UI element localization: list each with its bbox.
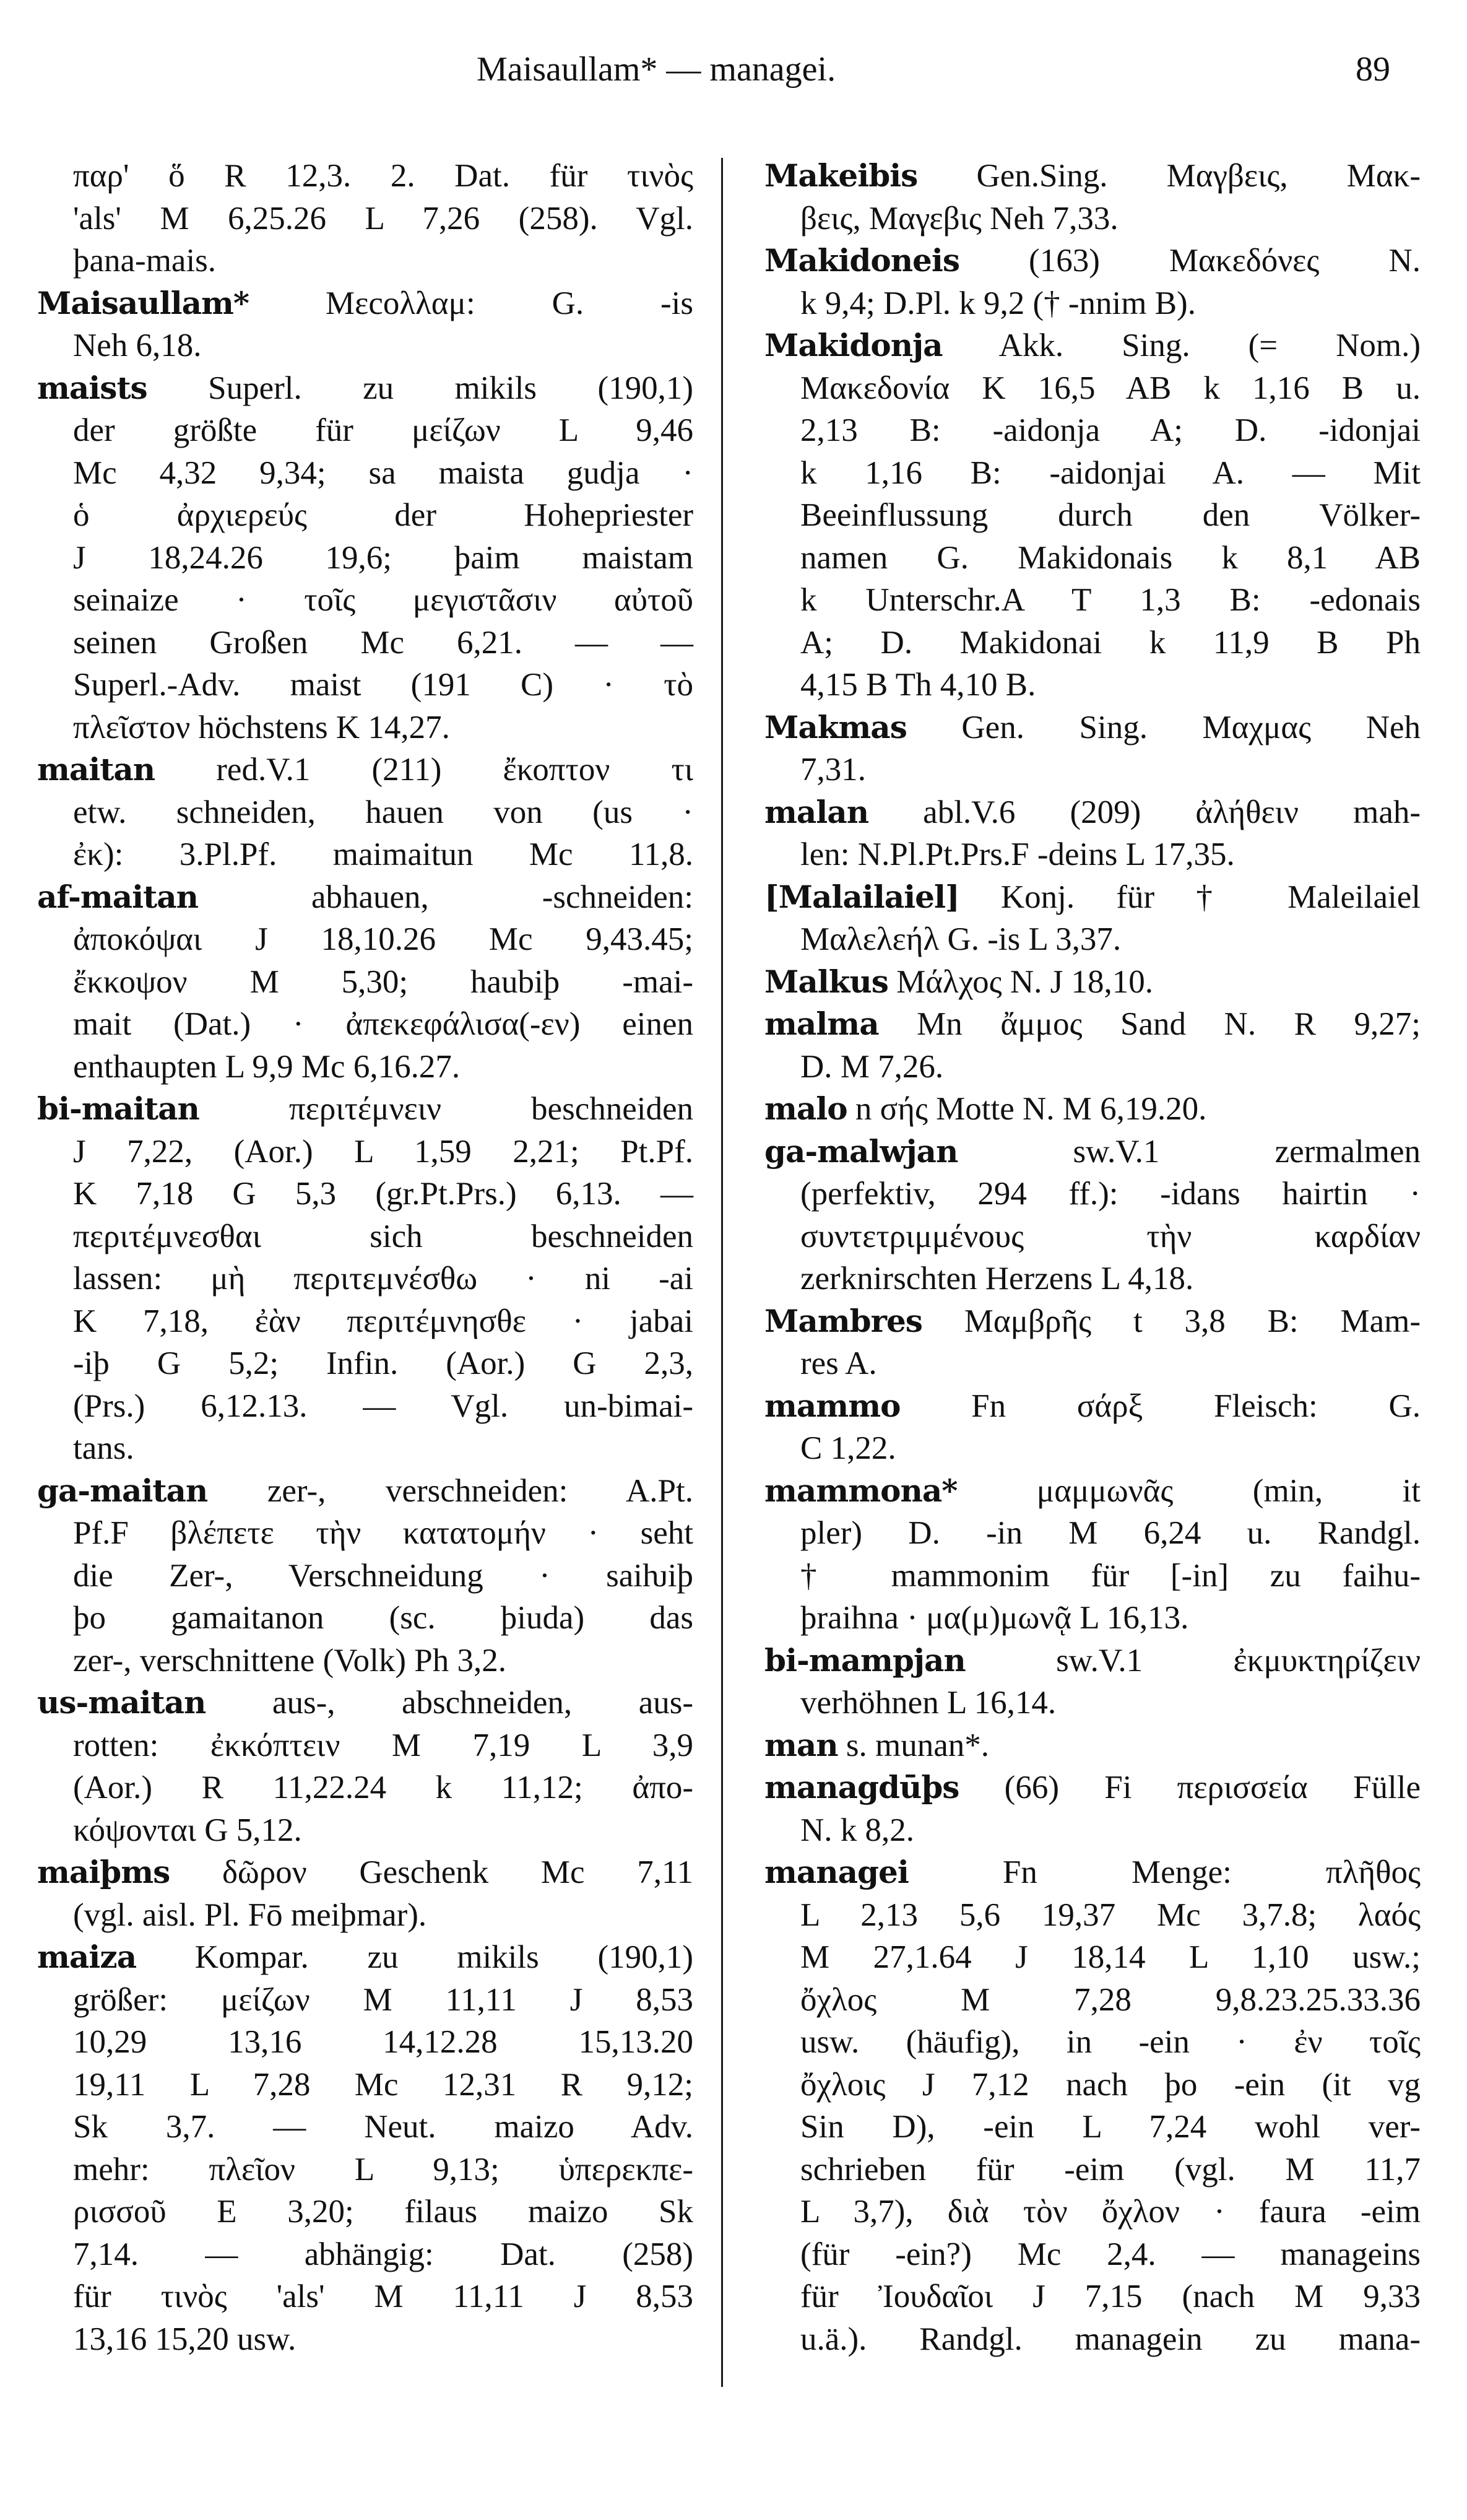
headword: [Malailaiel]	[764, 878, 959, 915]
entry-line	[764, 1512, 1421, 1555]
entry-line	[764, 918, 1421, 961]
entry-headword-line	[764, 1851, 1421, 1894]
headword: managdūþs	[764, 1769, 959, 1805]
entry-line	[764, 1936, 1421, 1979]
entry-text: L 3,7), διὰ τὸν ὄχλον · faura -eim	[800, 2194, 1421, 2230]
entry-line	[37, 664, 693, 706]
headword: Maisaullam*	[37, 284, 249, 321]
headword: Makidonja	[764, 327, 943, 363]
entry-text: Gen.Sing. Μαγβεις, Μακ-	[917, 158, 1421, 194]
entry-line	[764, 1894, 1421, 1937]
entry-text: Μαλελεήλ G. -is L 3,37.	[800, 921, 1122, 957]
entry-line	[764, 198, 1421, 240]
entry-line	[37, 2021, 693, 2064]
entry-text: mait (Dat.) · ἀπεκεφάλισα(-εν) einen	[73, 1006, 693, 1042]
entry-text: k Unterschr.A T 1,3 B: -edonais	[800, 582, 1421, 618]
entry-text: K 7,18 G 5,3 (gr.Pt.Prs.) 6,13. —	[73, 1176, 693, 1212]
entry-text: seinen Großen Mc 6,21. — —	[73, 624, 693, 661]
entry-line	[764, 2275, 1421, 2318]
entry-line	[37, 2064, 693, 2106]
entry-text: -iþ G 5,2; Infin. (Aor.) G 2,3,	[73, 1345, 693, 1381]
entry-line	[37, 579, 693, 622]
entry-line	[37, 833, 693, 876]
entry-text: lassen: μὴ περιτεμνέσθω · ni -ai	[73, 1261, 693, 1297]
headword: man	[764, 1726, 838, 1763]
entry-line	[37, 1300, 693, 1343]
entry-headword-line	[764, 876, 1421, 919]
entry-text: die Zer-, Verschneidung · saiƕiþ	[73, 1557, 693, 1594]
entry-headword-line	[764, 1088, 1421, 1131]
entry-line	[764, 579, 1421, 622]
entry-headword-line	[764, 791, 1421, 834]
entry-line	[37, 324, 693, 367]
entry-line	[764, 409, 1421, 452]
entry-line	[37, 1131, 693, 1173]
entry-line	[764, 622, 1421, 664]
entry-line	[764, 1342, 1421, 1385]
entry-line	[764, 1979, 1421, 2022]
entry-headword-line	[37, 749, 693, 791]
entry-line	[764, 1597, 1421, 1640]
entry-line	[764, 2064, 1421, 2106]
entry-headword-line	[764, 1131, 1421, 1173]
headword: us-maitan	[37, 1684, 206, 1721]
entry-text: (66) Fi περισσεία Fülle	[959, 1770, 1421, 1805]
entry-headword-line	[37, 1470, 693, 1513]
entry-text: J 18,24.26 19,6; þaim maistam	[73, 539, 693, 576]
entry-line	[37, 1979, 693, 2022]
entry-text: s. munan*.	[837, 1727, 990, 1763]
column-divider	[721, 158, 723, 2387]
entry-line	[37, 706, 693, 749]
entry-headword-line	[764, 1300, 1421, 1343]
entry-text: 'als' M 6,25.26 L 7,26 (258). Vgl.	[73, 200, 693, 237]
entry-text: schrieben für -eim (vgl. M 11,7	[800, 2151, 1421, 2188]
entry-text: (vgl. aisl. Pl. Fō meiþmar).	[73, 1897, 427, 1933]
entry-text: πλεῖστον höchstens K 14,27.	[73, 709, 450, 745]
headword: ga-malwjan	[764, 1132, 958, 1170]
entry-text: 2,13 B: -aidonja A; D. -idonjai	[800, 412, 1421, 448]
entry-line	[764, 537, 1421, 580]
entry-text: u.ä.). Randgl. managein zu mana-	[800, 2321, 1421, 2357]
entry-text: ἔκκοψον M 5,30; haubiþ -mai-	[73, 963, 693, 1000]
entry-text: Kompar. zu mikils (190,1)	[136, 1939, 693, 1975]
headword: mammo	[764, 1387, 901, 1424]
entry-text: M 27,1.64 J 18,14 L 1,10 usw.;	[800, 1939, 1421, 1975]
entry-line	[37, 622, 693, 664]
entry-headword-line	[37, 1851, 693, 1894]
entry-line	[37, 2233, 693, 2276]
entry-headword-line	[764, 155, 1421, 198]
entry-text: Fn σάρξ Fleisch: G.	[900, 1388, 1421, 1424]
entry-text: sw.V.1 ἐκμυκτηρίζειν	[965, 1642, 1421, 1679]
headword: mammona*	[764, 1472, 958, 1509]
headword: maitan	[37, 751, 155, 788]
entry-line	[37, 1258, 693, 1300]
entry-text: (für -ein?) Mc 2,4. — manageins	[800, 2236, 1421, 2272]
headword: af-maitan	[37, 878, 199, 915]
entry-text: Konj. für † Maleilaiel	[959, 879, 1421, 915]
entry-text: red.V.1 (211) ἔκοπτον τι	[155, 752, 693, 788]
entry-text: zer-, verschneiden: A.Pt.	[207, 1472, 693, 1509]
entry-text: sw.V.1 zermalmen	[958, 1133, 1421, 1170]
entry-text: K 7,18, ἐὰν περιτέμνησθε · jabai	[73, 1303, 693, 1339]
entry-headword-line	[764, 1724, 1421, 1767]
entry-text: len: N.Pl.Pt.Prs.F -deins L 17,35.	[800, 836, 1235, 872]
entry-line	[764, 282, 1421, 325]
entry-text: für τινὸς 'als' M 11,11 J 8,53	[73, 2279, 693, 2314]
entry-text: rotten: ἐκκόπτειν M 7,19 L 3,9	[73, 1727, 693, 1763]
entry-line	[764, 1809, 1421, 1852]
entry-text: zer-, verschnittene (Volk) Ph 3,2.	[73, 1642, 507, 1679]
entry-text: (Prs.) 6,12.13. — Vgl. un-bimai-	[73, 1388, 693, 1424]
entry-line	[37, 1046, 693, 1088]
headword: bi-mampjan	[764, 1641, 966, 1679]
entry-line	[37, 409, 693, 452]
entry-line	[37, 2106, 693, 2149]
entry-text: 4,15 B Th 4,10 B.	[800, 667, 1036, 703]
entry-line	[37, 1640, 693, 1682]
entry-text: † mammonim für [-in] zu faihu-	[800, 1557, 1421, 1594]
headword: Makmas	[764, 708, 907, 745]
entry-text: ρισσοῦ E 3,20; filaus maizo Sk	[73, 2194, 693, 2230]
entry-line	[764, 1173, 1421, 1215]
entry-line	[37, 2191, 693, 2233]
entry-line	[37, 1173, 693, 1215]
entry-text: Pf.F βλέπετε τὴν κατατομήν · seht	[73, 1515, 693, 1551]
entry-headword-line	[764, 324, 1421, 367]
entry-headword-line	[37, 1088, 693, 1131]
entry-line	[764, 2021, 1421, 2064]
entry-text: k 1,16 B: -aidonjai A. — Mit	[800, 454, 1421, 491]
entry-headword-line	[37, 367, 693, 410]
entry-text: ἀποκόψαι J 18,10.26 Mc 9,43.45;	[73, 921, 693, 957]
entry-line	[37, 2275, 693, 2318]
entry-text: Mn ἄμμος Sand N. R 9,27;	[878, 1006, 1421, 1042]
headword: maiþms	[37, 1854, 170, 1890]
entry-line	[764, 749, 1421, 791]
entry-text: Sin D), -ein L 7,24 wohl ver-	[800, 2109, 1421, 2145]
entry-text: C 1,22.	[800, 1430, 896, 1466]
entry-text: (163) Μακεδόνες N.	[959, 243, 1421, 279]
entry-line	[37, 1512, 693, 1555]
entry-text: seinaize · τοῖς μεγιστᾶσιν αὐτοῦ	[73, 582, 693, 618]
running-header	[0, 50, 1467, 105]
entry-text: Μακεδονία K 16,5 AB k 1,16 B u.	[800, 370, 1421, 406]
entry-headword-line	[37, 876, 693, 919]
headword: maists	[37, 369, 147, 406]
entry-text: mehr: πλεῖον L 9,13; ὑπερεκπε-	[73, 2151, 693, 2188]
entry-text: k 9,4; D.Pl. k 9,2 († -nnim B).	[800, 285, 1196, 321]
entry-text: größer: μείζων M 11,11 J 8,53	[73, 1981, 693, 2018]
headword: managei	[764, 1854, 909, 1890]
entry-text: μαμμωνᾶς (min, it	[957, 1472, 1421, 1509]
entry-headword-line	[764, 1003, 1421, 1046]
entry-line	[764, 452, 1421, 495]
entry-line	[37, 1766, 693, 1809]
entry-text: ὄχλος M 7,28 9,8.23.25.33.36	[800, 1981, 1421, 2018]
entry-text: usw. (häufig), in -ein · ἐν τοῖς	[800, 2024, 1421, 2060]
entry-text: 13,16 15,20 usw.	[73, 2321, 296, 2357]
entry-line	[37, 1003, 693, 1046]
entry-text: (perfektiv, 294 ff.): -idans hairtin ·	[800, 1176, 1421, 1212]
entry-text: abl.V.6 (209) ἀλήθειν mah-	[868, 794, 1421, 830]
entry-text: Gen. Sing. Μαχμας Neh	[906, 709, 1421, 745]
entry-text: verhöhnen L 16,14.	[800, 1685, 1057, 1721]
entry-text: Superl.-Adv. maist (191 C) · τὸ	[73, 667, 693, 703]
entry-headword-line	[37, 1682, 693, 1724]
entry-line	[764, 1046, 1421, 1088]
entry-line	[764, 2149, 1421, 2191]
headword: malan	[764, 793, 869, 830]
entry-line	[764, 833, 1421, 876]
entry-line	[37, 1555, 693, 1597]
entry-line	[37, 155, 693, 198]
entry-text: περιτέμνειν beschneiden	[199, 1091, 693, 1127]
entry-line	[37, 961, 693, 1004]
entry-text: J 7,22, (Aor.) L 1,59 2,21; Pt.Pf.	[73, 1133, 693, 1170]
entry-line	[37, 2318, 693, 2361]
entry-text: res A.	[800, 1345, 877, 1381]
entry-text: Superl. zu mikils (190,1)	[147, 370, 693, 406]
entry-line	[37, 537, 693, 580]
entry-line	[37, 1427, 693, 1470]
entry-text: περιτέμνεσθαι sich beschneiden	[73, 1218, 693, 1254]
entry-text: 10,29 13,16 14,12.28 15,13.20	[73, 2024, 693, 2060]
headword: Makidoneis	[764, 242, 959, 279]
entry-headword-line	[37, 282, 693, 325]
entry-line	[37, 198, 693, 240]
entry-text: N. k 8,2.	[800, 1812, 915, 1848]
entry-text: L 2,13 5,6 19,37 Mc 3,7.8; λαός	[800, 1897, 1421, 1933]
entry-text: þo gamaitanon (sc. þiuda) das	[73, 1600, 693, 1636]
entry-text: n σής Motte N. M 6,19.20.	[847, 1091, 1207, 1127]
headword: Malkus	[764, 963, 888, 1000]
entry-text: Neh 6,18.	[73, 328, 202, 363]
entry-line	[764, 1258, 1421, 1300]
entry-text: tans.	[73, 1430, 134, 1466]
entry-line	[764, 1427, 1421, 1470]
entry-headword-line	[764, 961, 1421, 1004]
entry-text: ἐκ): 3.Pl.Pf. maimaitun Mc 11,8.	[73, 836, 693, 872]
headword: Makeibis	[764, 157, 918, 194]
entry-text: namen G. Makidonais k 8,1 AB	[800, 539, 1421, 576]
entry-line	[764, 664, 1421, 706]
entry-text: pler) D. -in M 6,24 u. Randgl.	[800, 1515, 1421, 1551]
entry-text: Μεcολλαμ: G. -is	[249, 285, 693, 321]
entry-line	[37, 452, 693, 495]
entry-text: βεις, Μαγεβις Neh 7,33.	[800, 200, 1119, 237]
entry-line	[37, 1597, 693, 1640]
entry-text: D. M 7,26.	[800, 1048, 944, 1085]
entry-line	[37, 1385, 693, 1428]
entry-line	[764, 2106, 1421, 2149]
entry-line	[764, 494, 1421, 537]
headword: maiza	[37, 1939, 137, 1975]
entry-text: ὄχλοις J 7,12 nach þo -ein (it vg	[800, 2066, 1421, 2103]
entry-line	[37, 918, 693, 961]
entry-text: abhauen, -schneiden:	[198, 879, 693, 915]
entry-text: Beeinflussung durch den Völker-	[800, 497, 1421, 533]
entry-line	[37, 1809, 693, 1852]
entry-text: etw. schneiden, hauen von (us ·	[73, 794, 693, 830]
entry-text: zerknirschten Herzens L 4,18.	[800, 1261, 1194, 1297]
entry-text: enthaupten L 9,9 Mc 6,16.27.	[73, 1048, 461, 1085]
headword: Mambres	[764, 1302, 922, 1339]
entry-line	[764, 1682, 1421, 1724]
entry-text: der größte für μείζων L 9,46	[73, 412, 693, 448]
entry-line	[764, 2318, 1421, 2361]
entry-headword-line	[37, 1936, 693, 1979]
entry-line	[37, 2149, 693, 2191]
entry-text: A; D. Makidonai k 11,9 B Ph	[800, 624, 1421, 661]
headword: malma	[764, 1006, 879, 1042]
entry-line	[37, 494, 693, 537]
headword: malo	[764, 1090, 847, 1127]
entry-line	[764, 2233, 1421, 2276]
entry-line	[37, 1342, 693, 1385]
entry-headword-line	[764, 1640, 1421, 1682]
running-title: Maisaullam* — managei.	[477, 50, 836, 89]
entry-headword-line	[764, 706, 1421, 749]
entry-line	[37, 1724, 693, 1767]
entry-text: Sk 3,7. — Neut. maizo Adv.	[73, 2109, 693, 2145]
entry-line	[764, 1555, 1421, 1597]
entry-headword-line	[764, 1470, 1421, 1513]
entry-headword-line	[764, 1385, 1421, 1428]
entry-line	[37, 240, 693, 282]
entry-headword-line	[764, 240, 1421, 282]
entry-text: κόψονται G 5,12.	[73, 1812, 302, 1848]
entry-text: 7,31.	[800, 752, 866, 788]
entry-text: þraihna · μα(μ)μωνᾷ L 16,13.	[800, 1600, 1189, 1636]
entry-text: Fn Menge: πλῆθος	[908, 1854, 1421, 1890]
entry-text: Akk. Sing. (= Nom.)	[942, 328, 1421, 363]
entry-text: ὁ ἀρχιερεύς der Hohepriester	[73, 497, 693, 533]
entry-line	[37, 791, 693, 834]
entry-headword-line	[764, 1766, 1421, 1809]
entry-text: δῶρον Geschenk Mc 7,11	[170, 1854, 693, 1890]
entry-text: 7,14. — abhängig: Dat. (258)	[73, 2236, 693, 2272]
entry-text: συντετριμμένους τὴν καρδίαν	[800, 1218, 1421, 1254]
entry-line	[764, 2191, 1421, 2233]
entry-line	[37, 1215, 693, 1258]
entry-text: aus-, abschneiden, aus-	[206, 1685, 693, 1721]
entry-text: Μαμβρῆς t 3,8 B: Mam-	[922, 1303, 1421, 1339]
entry-line	[764, 367, 1421, 410]
headword: bi-maitan	[37, 1090, 199, 1127]
entry-text: Mc 4,32 9,34; sa maista gudja ·	[73, 454, 693, 491]
entry-text: 19,11 L 7,28 Mc 12,31 R 9,12;	[73, 2066, 693, 2103]
entry-line	[37, 1894, 693, 1937]
entry-text: παρ' ὅ R 12,3. 2. Dat. für τινὸς	[73, 158, 693, 194]
entry-text: þana-mais.	[73, 243, 217, 279]
headword: ga-maitan	[37, 1472, 208, 1509]
entry-line	[764, 1215, 1421, 1258]
right-column	[764, 155, 1421, 2360]
page-number: 89	[1356, 50, 1390, 89]
left-column	[37, 155, 693, 2360]
entry-text: (Aor.) R 11,22.24 k 11,12; ἀπο-	[73, 1770, 693, 1805]
entry-text: für Ἰουδαῖοι J 7,15 (nach M 9,33	[800, 2279, 1421, 2314]
entry-text: Μάλχος N. J 18,10.	[888, 963, 1153, 1000]
